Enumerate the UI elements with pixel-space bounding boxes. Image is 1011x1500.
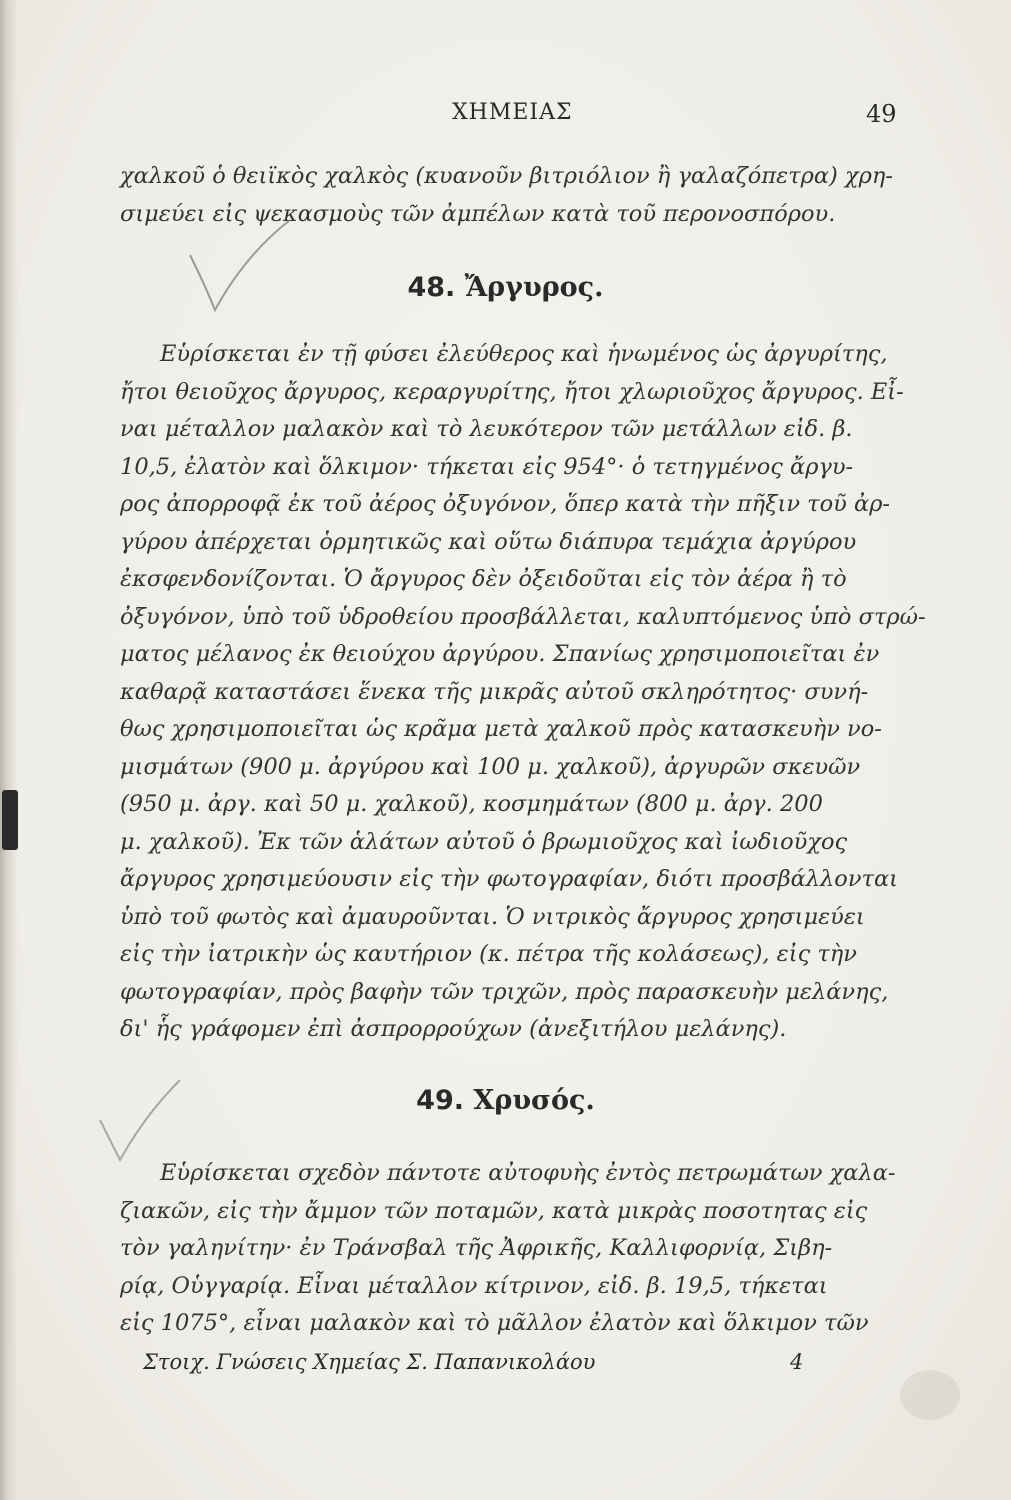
binding-mark [2,790,18,850]
text-line: φωτογραφίαν, πρὸς βαφὴν τῶν τριχῶν, πρὸς παρασκευὴν μελάνης, [120,978,889,1005]
section-number: 48. [407,272,456,303]
running-header [0,100,1011,130]
text-line: ματος μέλανος ἐκ θειούχου ἀργύρου. Σπανίως χρησιμοποιεῖται ἐν [120,641,880,667]
text-line: Εὑρίσκεται σχεδὸν πάντοτε αὐτοφυὴς ἐντὸς πετρωμάτων χαλα- [160,1160,896,1186]
section-49-heading [0,1085,1011,1116]
text-line: ἤτοι θειοῦχος ἄργυρος, κεραργυρίτης, ἤτοι χλωριοῦχος ἄργυρος. Εἶ- [120,378,904,405]
page-footer [0,1350,1011,1380]
text-line: εἰς 1075°, εἶναι μαλακὸν καὶ τὸ μᾶλλον ἐλατὸν καὶ ὅλκιμον τῶν [120,1310,869,1336]
section-number: 49. [416,1085,465,1116]
text-line: ἄργυρος χρησιμεύουσιν εἰς τὴν φωτογραφίαν, διότι προσβάλλονται [120,866,898,892]
text-line: εἰς τὴν ἰατρικὴν ὡς καυτήριον (κ. πέτρα τῆς κολάσεως), εἰς τὴν [120,941,857,967]
text-line: 10,5, ἐλατὸν καὶ ὅλκιμον· τήκεται εἰς 954°· ὁ τετηγμένος ἄργυ- [120,453,854,480]
section-48-heading [0,272,1011,303]
page-number: 49 [866,100,897,128]
text-line: ναι μέταλλον μαλακὸν καὶ τὸ λευκότερον τῶν μετάλλων εἰδ. β. [120,416,853,442]
section-48-paragraph [120,336,926,1049]
text-line: μ. χαλκοῦ). Ἐκ τῶν ἁλάτων αὐτοῦ ὁ βρωμιοῦχος καὶ ἰωδιοῦχος [120,828,848,855]
text-line: καθαρᾷ καταστάσει ἕνεκα τῆς μικρᾶς αὐτοῦ σκληρότητος· συνή- [120,678,869,705]
text-line: θως χρησιμοποιεῖται ὡς κρᾶμα μετὰ χαλκοῦ πρὸς κατασκευὴν νο- [120,716,882,742]
section-49-paragraph [120,1155,896,1343]
section-title: Ἄργυρος. [464,272,604,303]
footer-book-title: Στοιχ. Γνώσεις Χημείας Σ. Παπανικολάου [143,1350,596,1374]
text-line: ἐκσφενδονίζονται. Ὁ ἄργυρος δὲν ὀξειδοῦται εἰς τὸν ἀέρα ἢ τὸ [120,566,847,592]
text-line: ρος ἀπορροφᾷ ἐκ τοῦ ἀέρος ὀξυγόνον, ὅπερ κατὰ τὴν πῆξιν τοῦ ἀρ- [120,491,891,517]
text-line: γύρου ἀπέρχεται ὁρμητικῶς καὶ οὕτω διάπυρα τεμάχια ἀργύρου [120,528,857,555]
text-line: μισμάτων (900 μ. ἀργύρου καὶ 100 μ. χαλκοῦ), ἀργυρῶν σκευῶν [120,753,861,780]
text-line: ζιακῶν, εἰς τὴν ἄμμον τῶν ποταμῶν, κατὰ μικρὰς ποσοτητας εἰς [120,1197,868,1224]
text-line: σιμεύει εἰς ψεκασμοὺς τῶν ἀμπέλων κατὰ τοῦ περονοσπόρου. [120,200,836,227]
text-line: χαλκοῦ ὁ θειϊκὸς χαλκὸς (κυανοῦν βιτριόλιον ἢ γαλαζόπετρα) χρη- [120,163,893,189]
text-line: ρίᾳ, Οὑγγαρίᾳ. Εἶναι μέταλλον κίτρινον, εἰδ. β. 19,5, τήκεται [120,1272,828,1299]
text-line: ὀξυγόνον, ὑπὸ τοῦ ὑδροθείου προσβάλλεται, καλυπτόμενος ὑπὸ στρώ- [120,603,926,630]
paper-stain [900,1370,960,1420]
running-title: ΧΗΜΕΙΑΣ [452,100,573,125]
signature-mark: 4 [790,1350,804,1374]
text-line: δι' ἧς γράφομεν ἐπὶ ἀσπρορρούχων (ἀνεξιτήλου μελάνης). [120,1016,787,1042]
intro-paragraph [120,158,893,233]
text-line: (950 μ. ἀργ. καὶ 50 μ. χαλκοῦ), κοσμημάτων (800 μ. ἀργ. 200 [120,791,823,817]
text-line: τὸν γαληνίτην· ἐν Τράνσβαλ τῆς Ἀφρικῆς, Καλλιφορνίᾳ, Σιβη- [120,1235,833,1261]
binding-edge [0,0,18,1500]
section-title: Χρυσός. [473,1085,595,1116]
text-line: Εὑρίσκεται ἐν τῇ φύσει ἐλεύθερος καὶ ἡνωμένος ὡς ἀργυρίτης, [160,341,888,367]
text-line: ὑπὸ τοῦ φωτὸς καὶ ἀμαυροῦνται. Ὁ νιτρικὸς ἄργυρος χρησιμεύει [120,903,865,930]
